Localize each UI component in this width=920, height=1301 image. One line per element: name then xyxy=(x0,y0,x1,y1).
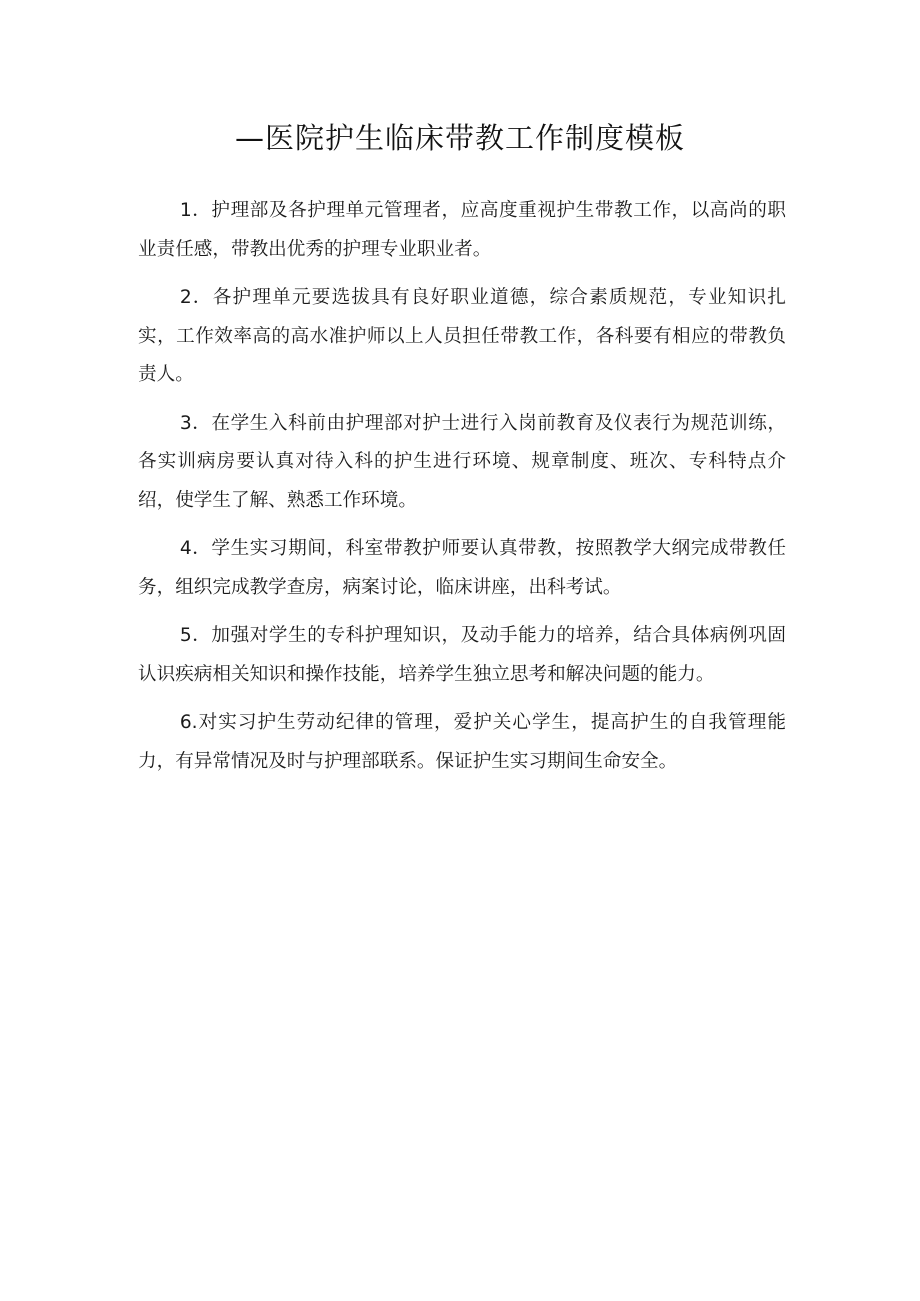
clause-2: 2．各护理单元要选拔具有良好职业道德，综合素质规范，专业知识扎实，工作效率高的高水准护师以上人员担任带教工作，各科要有相应的带教负责人。 xyxy=(138,287,786,385)
clause-3: 3．在学生入科前由护理部对护士进行入岗前教育及仪表行为规范训练，各实训病房要认真对待入科的护生进行环境、规章制度、班次、专科特点介绍，使学生了解、熟悉工作环境。 xyxy=(138,412,786,511)
document-body xyxy=(138,192,786,791)
document-title: —医院护生临床带教工作制度模板 xyxy=(234,121,685,155)
clause-1: 1．护理部及各护理单元管理者，应高度重视护生带教工作，以高尚的职业责任感，带教出优秀的护理专业职业者。 xyxy=(138,200,786,260)
clause-5: 5．加强对学生的专科护理知识，及动手能力的培养，结合具体病例巩固认识疾病相关知识和操作技能，培养学生独立思考和解决问题的能力。 xyxy=(138,625,786,685)
clause-6: 6.对实习护生劳动纪律的管理，爱护关心学生，提高护生的自我管理能力，有异常情况及时与护理部联系。保证护生实习期间生命安全。 xyxy=(138,712,786,772)
clause-4: 4．学生实习期间，科室带教护师要认真带教，按照教学大纲完成带教任务，组织完成教学查房，病案讨论，临床讲座，出科考试。 xyxy=(138,538,786,598)
